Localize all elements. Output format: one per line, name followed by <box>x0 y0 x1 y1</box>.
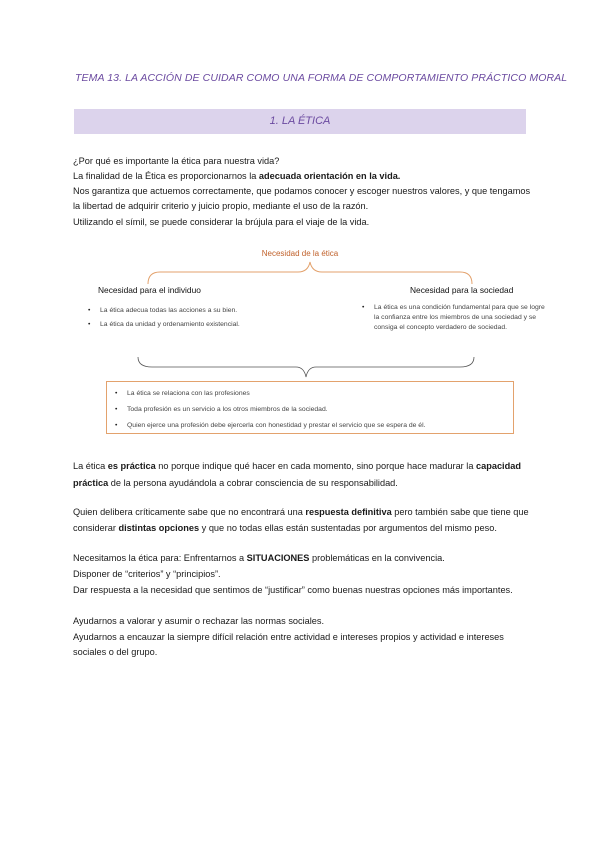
intro-finalidad-bold: adecuada orientación en la vida. <box>258 171 401 181</box>
list-item: • La ética se relaciona con las profesiones <box>115 386 505 402</box>
practica-paragraph: La ética es práctica no porque indique qué hacer en cada momento, sino porque hace madurar la capacidad práctica de la persona ayudándola a cobrar consciencia de su responsabilidad. <box>73 461 521 488</box>
individual-list <box>88 306 268 330</box>
bottom-brace <box>130 355 480 381</box>
diagram-title: Necesidad de la ética <box>261 249 339 258</box>
section-band <box>74 109 526 134</box>
criterios-line: Disponer de “criterios” y “principios”. <box>73 569 221 579</box>
topic-title: TEMA 13. LA ACCIÓN DE CUIDAR COMO UNA FORMA DE COMPORTAMIENTO PRÁCTICO MORAL <box>75 72 568 84</box>
list-item: • La ética da unidad y ordenamiento existencial. <box>88 320 268 330</box>
intro-garantiza: Nos garantiza que actuemos correctamente, que podamos conocer y escoger nuestros valores, y que tengamos la libertad de adquirir criterio y juicio propio, mediante el uso de la razón. <box>73 186 531 211</box>
intro-simil: Utilizando el símil, se puede considerar la brújula para el viaje de la vida. <box>73 217 370 227</box>
society-list <box>362 303 546 333</box>
top-brace <box>140 258 480 288</box>
list-item: • Toda profesión es un servicio a los otros miembros de la sociedad. <box>115 402 505 418</box>
normas-line: Ayudarnos a valorar y asumir o rechazar las normas sociales. <box>73 616 325 626</box>
professions-box <box>106 381 514 434</box>
intro-finalidad-text: La finalidad de la Ética es proporcionarnos la <box>73 171 259 181</box>
encauzar-line: Ayudarnos a encauzar la siempre difícil relación entre actividad e intereses propios y actividad e intereses sociales o del grupo. <box>73 632 504 657</box>
section-title: 1. LA ÉTICA <box>269 115 331 127</box>
list-item: • Quien ejerce una profesión debe ejercerla con honestidad y prestar el servicio que se espera de él. <box>115 418 505 434</box>
individual-heading: Necesidad para el individuo <box>98 285 201 295</box>
intro-question: ¿Por qué es importante la ética para nuestra vida? <box>73 156 280 166</box>
necesitamos-line: Necesitamos la ética para: Enfrentarnos a SITUACIONES problemáticas en la convivencia. <box>73 553 445 563</box>
list-item: • La ética adecua todas las acciones a su bien. <box>88 306 268 316</box>
justificar-line: Dar respuesta a la necesidad que sentimos de “justificar” como buenas nuestras opciones más importantes. <box>73 585 513 595</box>
intro-finalidad <box>73 169 533 184</box>
society-heading: Necesidad para la sociedad <box>410 285 514 295</box>
list-item: • La ética es una condición fundamental para que se logre la confianza entre los miembros de una sociedad y se consiga el concepto verdadero de sociedad. <box>362 303 546 333</box>
delibera-paragraph: Quien delibera críticamente sabe que no encontrará una respuesta definitiva pero también sabe que tiene que considerar distintas opciones y que no todas ellas están sustentadas por argumentos del mismo peso. <box>73 507 529 533</box>
professions-list <box>115 386 505 434</box>
